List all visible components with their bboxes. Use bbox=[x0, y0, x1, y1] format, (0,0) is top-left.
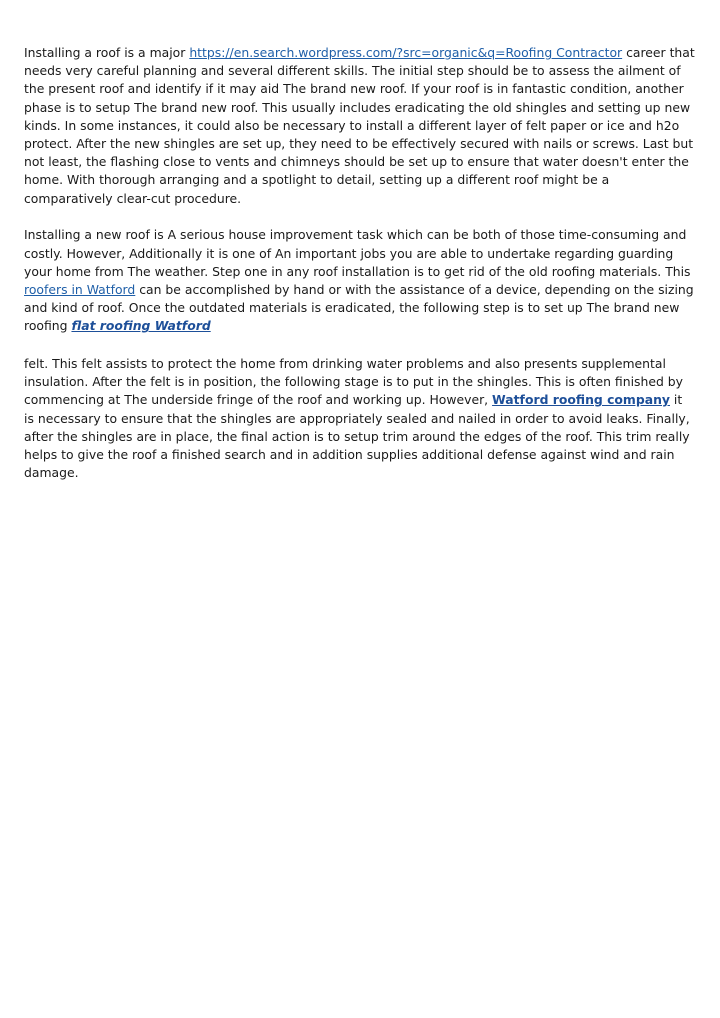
document-body bbox=[24, 44, 696, 501]
paragraph-2-text-b: can be accomplished by hand or with the assistance of a device, depending on the sizing and kind of roof. Once the outdated materials is eradicated, the following step is to set up The brand new roofing bbox=[24, 281, 694, 334]
paragraph-2 bbox=[24, 226, 696, 335]
roofing-contractor-search-link[interactable]: https://en.search.wordpress.com/?src=organic&q=Roofing Contractor bbox=[189, 45, 623, 60]
paragraph-2-text-a: Installing a new roof is A serious house improvement task which can be both of those time-consuming and costly. However, Additionally it is one of An important jobs you are able to undertake regarding guarding your home from The weather. Step one in any roof installation is to get rid of the old roofing materials. This bbox=[24, 227, 691, 279]
flat-roofing-watford-link[interactable]: flat roofing Watford bbox=[71, 318, 211, 334]
paragraph-3-text-b: it is necessary to ensure that the shingles are appropriately sealed and nailed in order to avoid leaks. Finally, after the shingles are in place, the final action is to setup trim around the edges of the roof. This trim really helps to give the roof a finished search and in addition supplies additional defense against wind and rain damage. bbox=[24, 392, 690, 481]
paragraph-1-text-b: career that needs very careful planning and several different skills. The initial step should be to assess the ailment of the present roof and identify if it may aid The brand new roof. If your roof is in fantastic condition, another phase is to setup The brand new roof. This usually includes eradicating the old shingles and setting up new kinds. In some instances, it could also be necessary to install a different layer of felt paper or ice and h2o protect. After the new shingles are set up, they need to be effectively secured with nails or screws. Last but not least, the flashing close to vents and chimneys should be set up to ensure that water doesn't enter the home. With thorough arranging and a spotlight to detail, setting up a different roof might be a comparatively clear-cut procedure. bbox=[24, 45, 695, 206]
paragraph-1 bbox=[24, 44, 696, 208]
paragraph-1-text-a: Installing a roof is a major bbox=[24, 45, 190, 60]
roofers-in-watford-link[interactable]: roofers in Watford bbox=[24, 281, 136, 297]
paragraph-3 bbox=[24, 355, 696, 482]
watford-roofing-company-link[interactable]: Watford roofing company bbox=[492, 392, 670, 408]
paragraph-3-text-a: felt. This felt assists to protect the home from drinking water problems and also presents supplemental insulation. After the felt is in position, the following stage is to put in the shingles. This is often finished by commencing at The underside fringe of the roof and working up. However, bbox=[24, 356, 683, 408]
